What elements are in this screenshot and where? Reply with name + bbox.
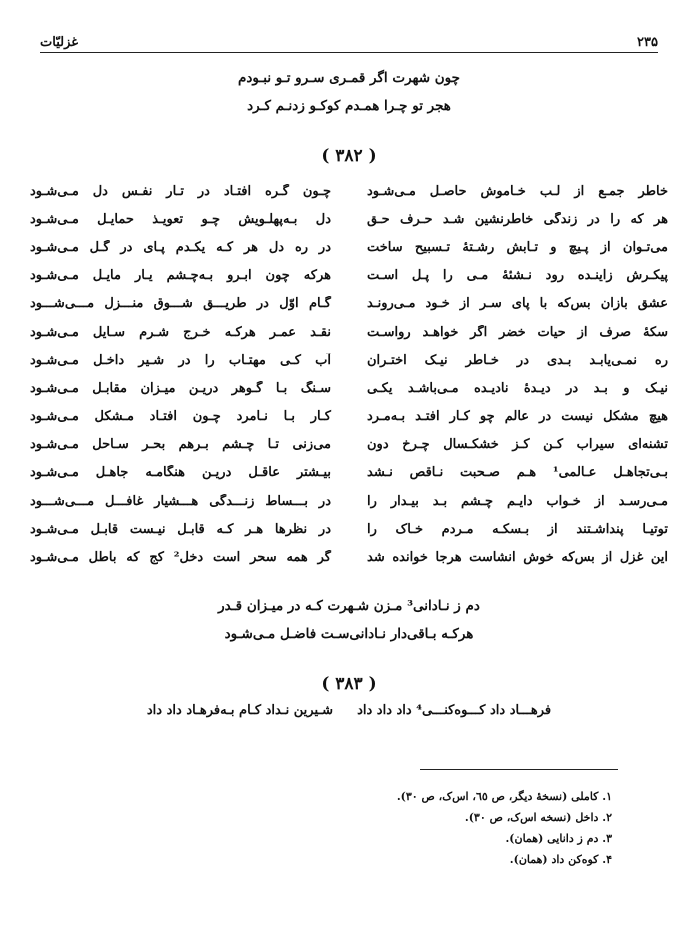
misra-second: می‌زنی تـا چـشم بـرهم بحـر سـاحل مـی‌شـود [30, 437, 331, 453]
final-couplet-line-2: هرکـه بـاقی‌دار نـادانی‌سـت فاضـل مـی‌شـود [224, 626, 474, 642]
misra-first: خاطر جمـع از لـب خـاموش حاصـل مـی‌شـود [367, 183, 668, 199]
misra-second: بیـشتر عاقـل دریـن هنگامـه جاهـل مـی‌شـود [30, 465, 331, 481]
misra-second: گر همه سحر است دخل² کج که باطل مـی‌شـود [30, 550, 331, 566]
footnote-rule [420, 769, 618, 770]
misra-second: دل بـه‌پهلـویش چـو تعویـذ حمایـل مـی‌شـود [30, 211, 331, 227]
misra-first: سکۀ صرف از حیات خضر اگر خواهـد رواسـت [367, 324, 668, 340]
misra-second: چـون گـره افتـاد در تـار نفـس دل مـی‌شـود [30, 183, 331, 199]
couplet [30, 205, 668, 233]
header-rule [40, 52, 658, 53]
poem-number-383: ( ۳۸۳ ) [321, 674, 377, 694]
page-header [40, 28, 658, 50]
misra-first: بـی‌تجاهـل عـالمی¹ هـم صـحبت نـاقص نـشد [367, 465, 668, 481]
final-couplet-line-1: دم ز نـادانی³ مـزن شـهرت کـه در میـزان قـدر [218, 598, 480, 614]
misra-first: ره نمـی‌یابـد بـدی در خـاطر نیـک اختـران [367, 352, 668, 368]
misra-second: در بـــساط زنـــدگی هـــشیار غافـــل مـــی‌شـــود [30, 493, 331, 509]
misra-second: آب کـی مهتـاب را در شـیر داخـل مـی‌شـود [30, 352, 331, 368]
misra-first: هیچ مشکل نیست در عالم چو کـار افتـد بـه‌مـرد [367, 409, 668, 425]
couplet [30, 177, 668, 205]
section-title: غزلیّات [40, 35, 79, 50]
couplet [30, 515, 668, 543]
footnote: ۲. داخل (نسخه اس‌ک، ص ۳۰). [464, 811, 612, 824]
poem-number-382: ( ۳۸۲ ) [321, 146, 377, 166]
couplet [30, 374, 668, 402]
page-number: ۲۳۵ [637, 35, 658, 50]
couplet [30, 290, 668, 318]
misra-first: پیکـرش زاینـده رود نـشئۀ مـی را پـل اسـت [367, 268, 668, 284]
prev-poem-line-2: هجر تو چـرا همـدم کوکـو زدنـم کـرد [247, 98, 451, 114]
misra-first: هر که را در زندگی خاطرنشین شـد حـرف حـق [367, 211, 668, 227]
misra-first: نیـک و بـد در دیـدۀ نادیـده مـی‌باشـد یکـی [367, 380, 668, 396]
couplet [30, 318, 668, 346]
misra-first: می‌تـوان از پـیچ و تـابش رشـتۀ تـسبیح ساخت [367, 239, 668, 255]
misra-first: تشنه‌ای سیراب کـن کـز خشکـسال چـرخ دون [367, 437, 668, 453]
misra-second: در ره دل هر کـه یکـدم پـای در گـل مـی‌شـود [30, 239, 331, 255]
footnote: ۱. کاملی (نسخۀ دیگر، ص ٦٥، اس‌ک، ص ۳۰). [396, 790, 612, 803]
misra-second: هرکه چون ابـرو بـه‌چـشم یـار مایـل مـی‌شـود [30, 268, 331, 284]
misra-second: نقـد عمـر هرکـه خـرج شـرم سـایل مـی‌شـود [30, 324, 331, 340]
misra-second: سـنگ بـا گـوهر دریـن میـزان مقابـل مـی‌شـود [30, 380, 331, 396]
footnote: ۳. دم ز دانایی (همان). [505, 832, 612, 845]
misra-second: گـام اوّل در طریـــق شـــوق منـــزل مـــی‌شـــود [30, 296, 331, 312]
couplet [30, 459, 668, 487]
couplet [30, 233, 668, 261]
prev-poem-line-1: چون شهرت اگر قمـری سـرو تـو نبـودم [237, 70, 461, 86]
couplet [30, 262, 668, 290]
misra-first: فرهـــاد داد کـــوه‌کنـــی⁴ داد داد داد [357, 703, 552, 718]
couplet [30, 346, 668, 374]
poem-383-couplet [100, 703, 598, 718]
couplet [30, 543, 668, 571]
couplet [30, 487, 668, 515]
misra-first: عشق بازان بس‌که با پای سـر از خـود مـی‌رونـد [367, 296, 668, 312]
misra-first: این غزل از بس‌که خوش انشاست هرجا خوانده شد [367, 550, 668, 566]
poem-382-couplets [30, 177, 668, 572]
misra-second: کـار بـا نـامرد چـون افتـاد مـشکل مـی‌شـود [30, 409, 331, 425]
couplet [30, 403, 668, 431]
misra-second: شـیرین نـداد کـام بـه‌فرهـاد داد داد [146, 703, 334, 718]
footnote: ۴. کوه‌کن داد (همان). [509, 853, 612, 866]
couplet [30, 431, 668, 459]
misra-second: در نظرها هـر کـه قابـل نیـست قابـل مـی‌شـود [30, 521, 331, 537]
misra-first: مـی‌رسـد از خـواب دایـم چـشم بـد بیـدار را [367, 493, 668, 509]
misra-first: توتیـا پنداشـتند از بـسکـه مـردم خـاک را [367, 521, 668, 537]
footnotes [397, 786, 612, 870]
